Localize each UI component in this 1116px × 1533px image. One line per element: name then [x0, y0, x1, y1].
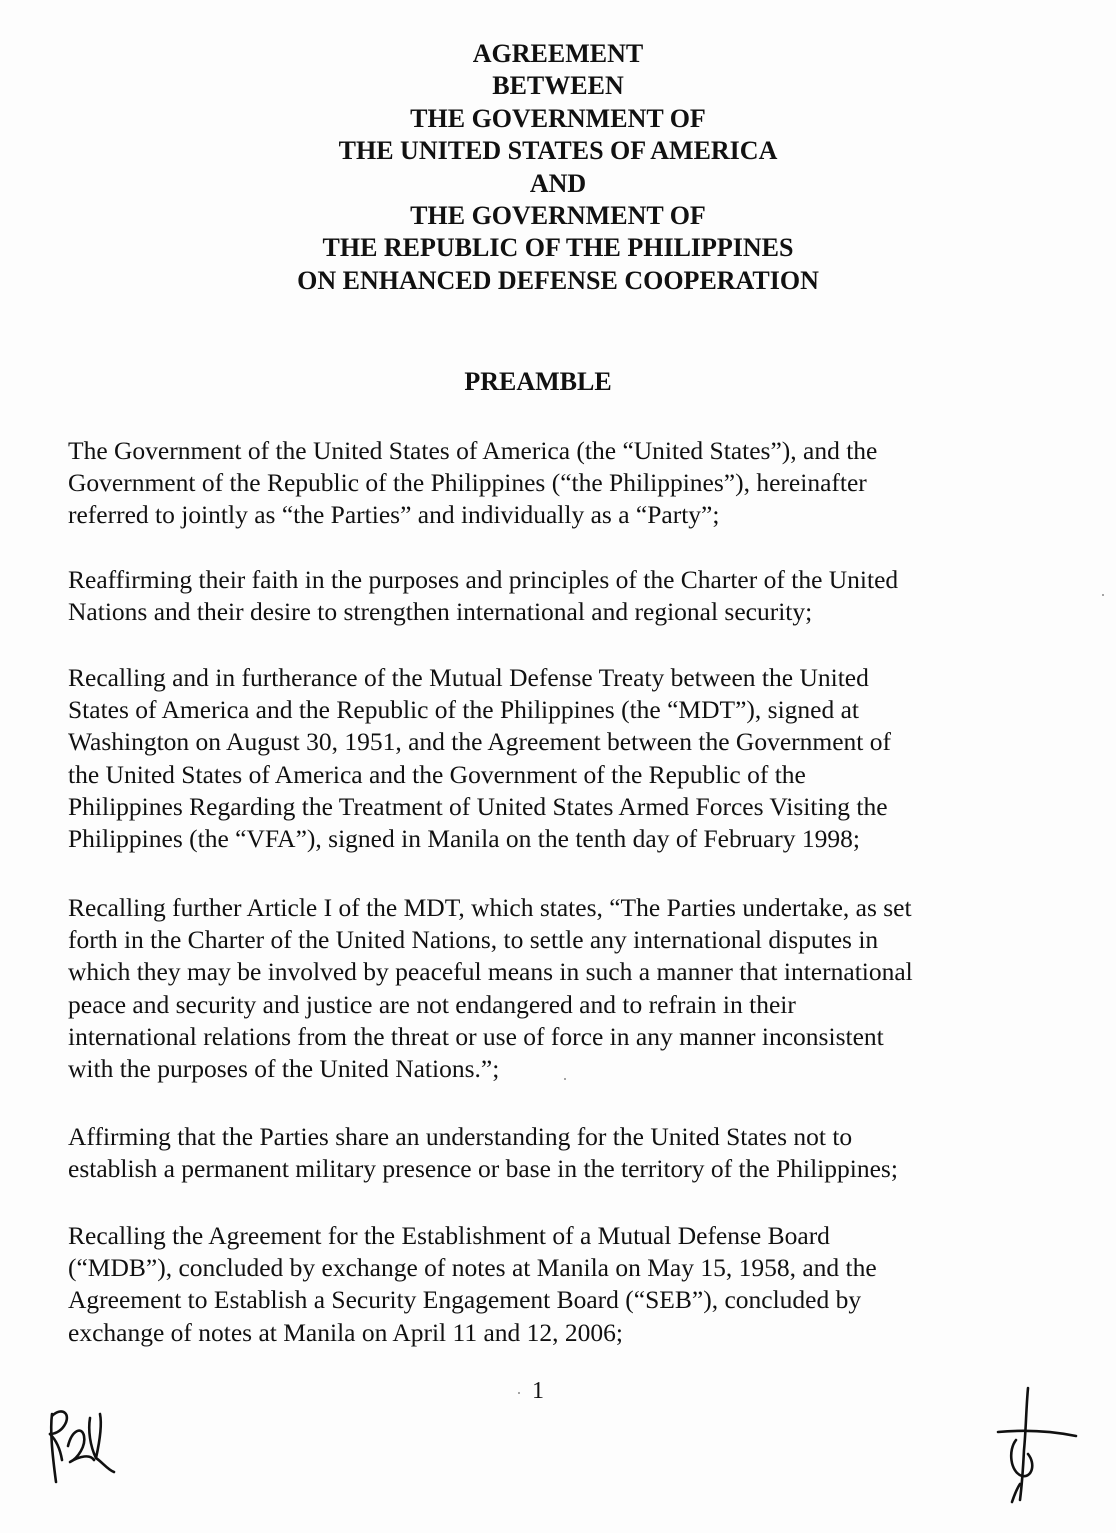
- preamble-paragraph-article-one: [68, 892, 1108, 1085]
- paragraph-line: Recalling and in furtherance of the Mutual Defense Treaty between the United: [68, 663, 869, 692]
- page-number: 1: [532, 1378, 544, 1404]
- paragraph-line: Recalling the Agreement for the Establishment of a Mutual Defense Board: [68, 1221, 830, 1250]
- paragraph-line: Agreement to Establish a Security Engagement Board (“SEB”), concluded by: [68, 1285, 862, 1315]
- agreement-title: [0, 38, 1116, 297]
- preamble-paragraph-reaffirming: [68, 564, 1108, 628]
- paragraph-line: referred to jointly as “the Parties” and individually as a “Party”;: [68, 500, 720, 530]
- paragraph-line: Affirming that the Parties share an understanding for the United States not to: [68, 1122, 853, 1151]
- paragraph-line: Reaffirming their faith in the purposes and principles of the Charter of the United: [68, 565, 899, 594]
- paragraph-line: Philippines (the “VFA”), signed in Manila on the tenth day of February 1998;: [68, 824, 861, 854]
- handwritten-initials-right: [990, 1380, 1080, 1505]
- title-line: THE GOVERNMENT OF: [410, 201, 706, 231]
- paragraph-line: establish a permanent military presence or base in the territory of the Philippines;: [68, 1154, 898, 1184]
- paragraph-line: Philippines Regarding the Treatment of United States Armed Forces Visiting the: [68, 791, 888, 821]
- title-line: ON ENHANCED DEFENSE COOPERATION: [297, 265, 819, 295]
- title-line: THE GOVERNMENT OF: [410, 103, 706, 133]
- preamble-heading: PREAMBLE: [464, 367, 612, 396]
- paragraph-line: Washington on August 30, 1951, and the Agreement between the Government of: [68, 727, 891, 757]
- paragraph-line: exchange of notes at Manila on April 11 and 12, 2006;: [68, 1317, 623, 1347]
- paragraph-line: the United States of America and the Government of the Republic of the: [68, 759, 806, 789]
- scan-speck: [1102, 594, 1104, 596]
- paragraph-line: international relations from the threat or use of force in any manner inconsistent: [68, 1021, 884, 1051]
- preamble-paragraph-recalling-mdt: [68, 662, 1108, 855]
- paragraph-line: peace and security and justice are not endangered and to refrain in their: [68, 989, 796, 1019]
- title-line: THE UNITED STATES OF AMERICA: [338, 136, 778, 166]
- title-line: AGREEMENT: [472, 39, 644, 68]
- paragraph-line: which they may be involved by peaceful means in such a manner that international: [68, 957, 913, 987]
- title-line: THE REPUBLIC OF THE PHILIPPINES: [322, 233, 794, 263]
- preamble-paragraph-parties: [68, 435, 1108, 532]
- preamble-paragraph-recalling-mdb: [68, 1220, 1108, 1349]
- paragraph-line: Recalling further Article I of the MDT, which states, “The Parties undertake, as set: [68, 893, 912, 922]
- paragraph-line: Government of the Republic of the Philippines (“the Philippines”), hereinafter: [68, 468, 867, 498]
- paragraph-line: (“MDB”), concluded by exchange of notes at Manila on May 15, 1958, and the: [68, 1253, 877, 1283]
- scan-speck: [518, 1392, 520, 1394]
- paragraph-line: forth in the Charter of the United Nations, to settle any international disputes in: [68, 925, 879, 955]
- title-line: BETWEEN: [492, 71, 624, 101]
- title-line: AND: [529, 168, 587, 198]
- preamble-paragraph-affirming: [68, 1121, 1108, 1185]
- handwritten-initials-left: [38, 1400, 128, 1490]
- paragraph-line: The Government of the United States of America (the “United States”), and the: [68, 436, 878, 465]
- paragraph-line: with the purposes of the United Nations.”;: [68, 1054, 500, 1084]
- paragraph-line: States of America and the Republic of the Philippines (the “MDT”), signed at: [68, 695, 860, 725]
- scan-speck: [564, 1078, 566, 1080]
- paragraph-line: Nations and their desire to strengthen international and regional security;: [68, 597, 813, 627]
